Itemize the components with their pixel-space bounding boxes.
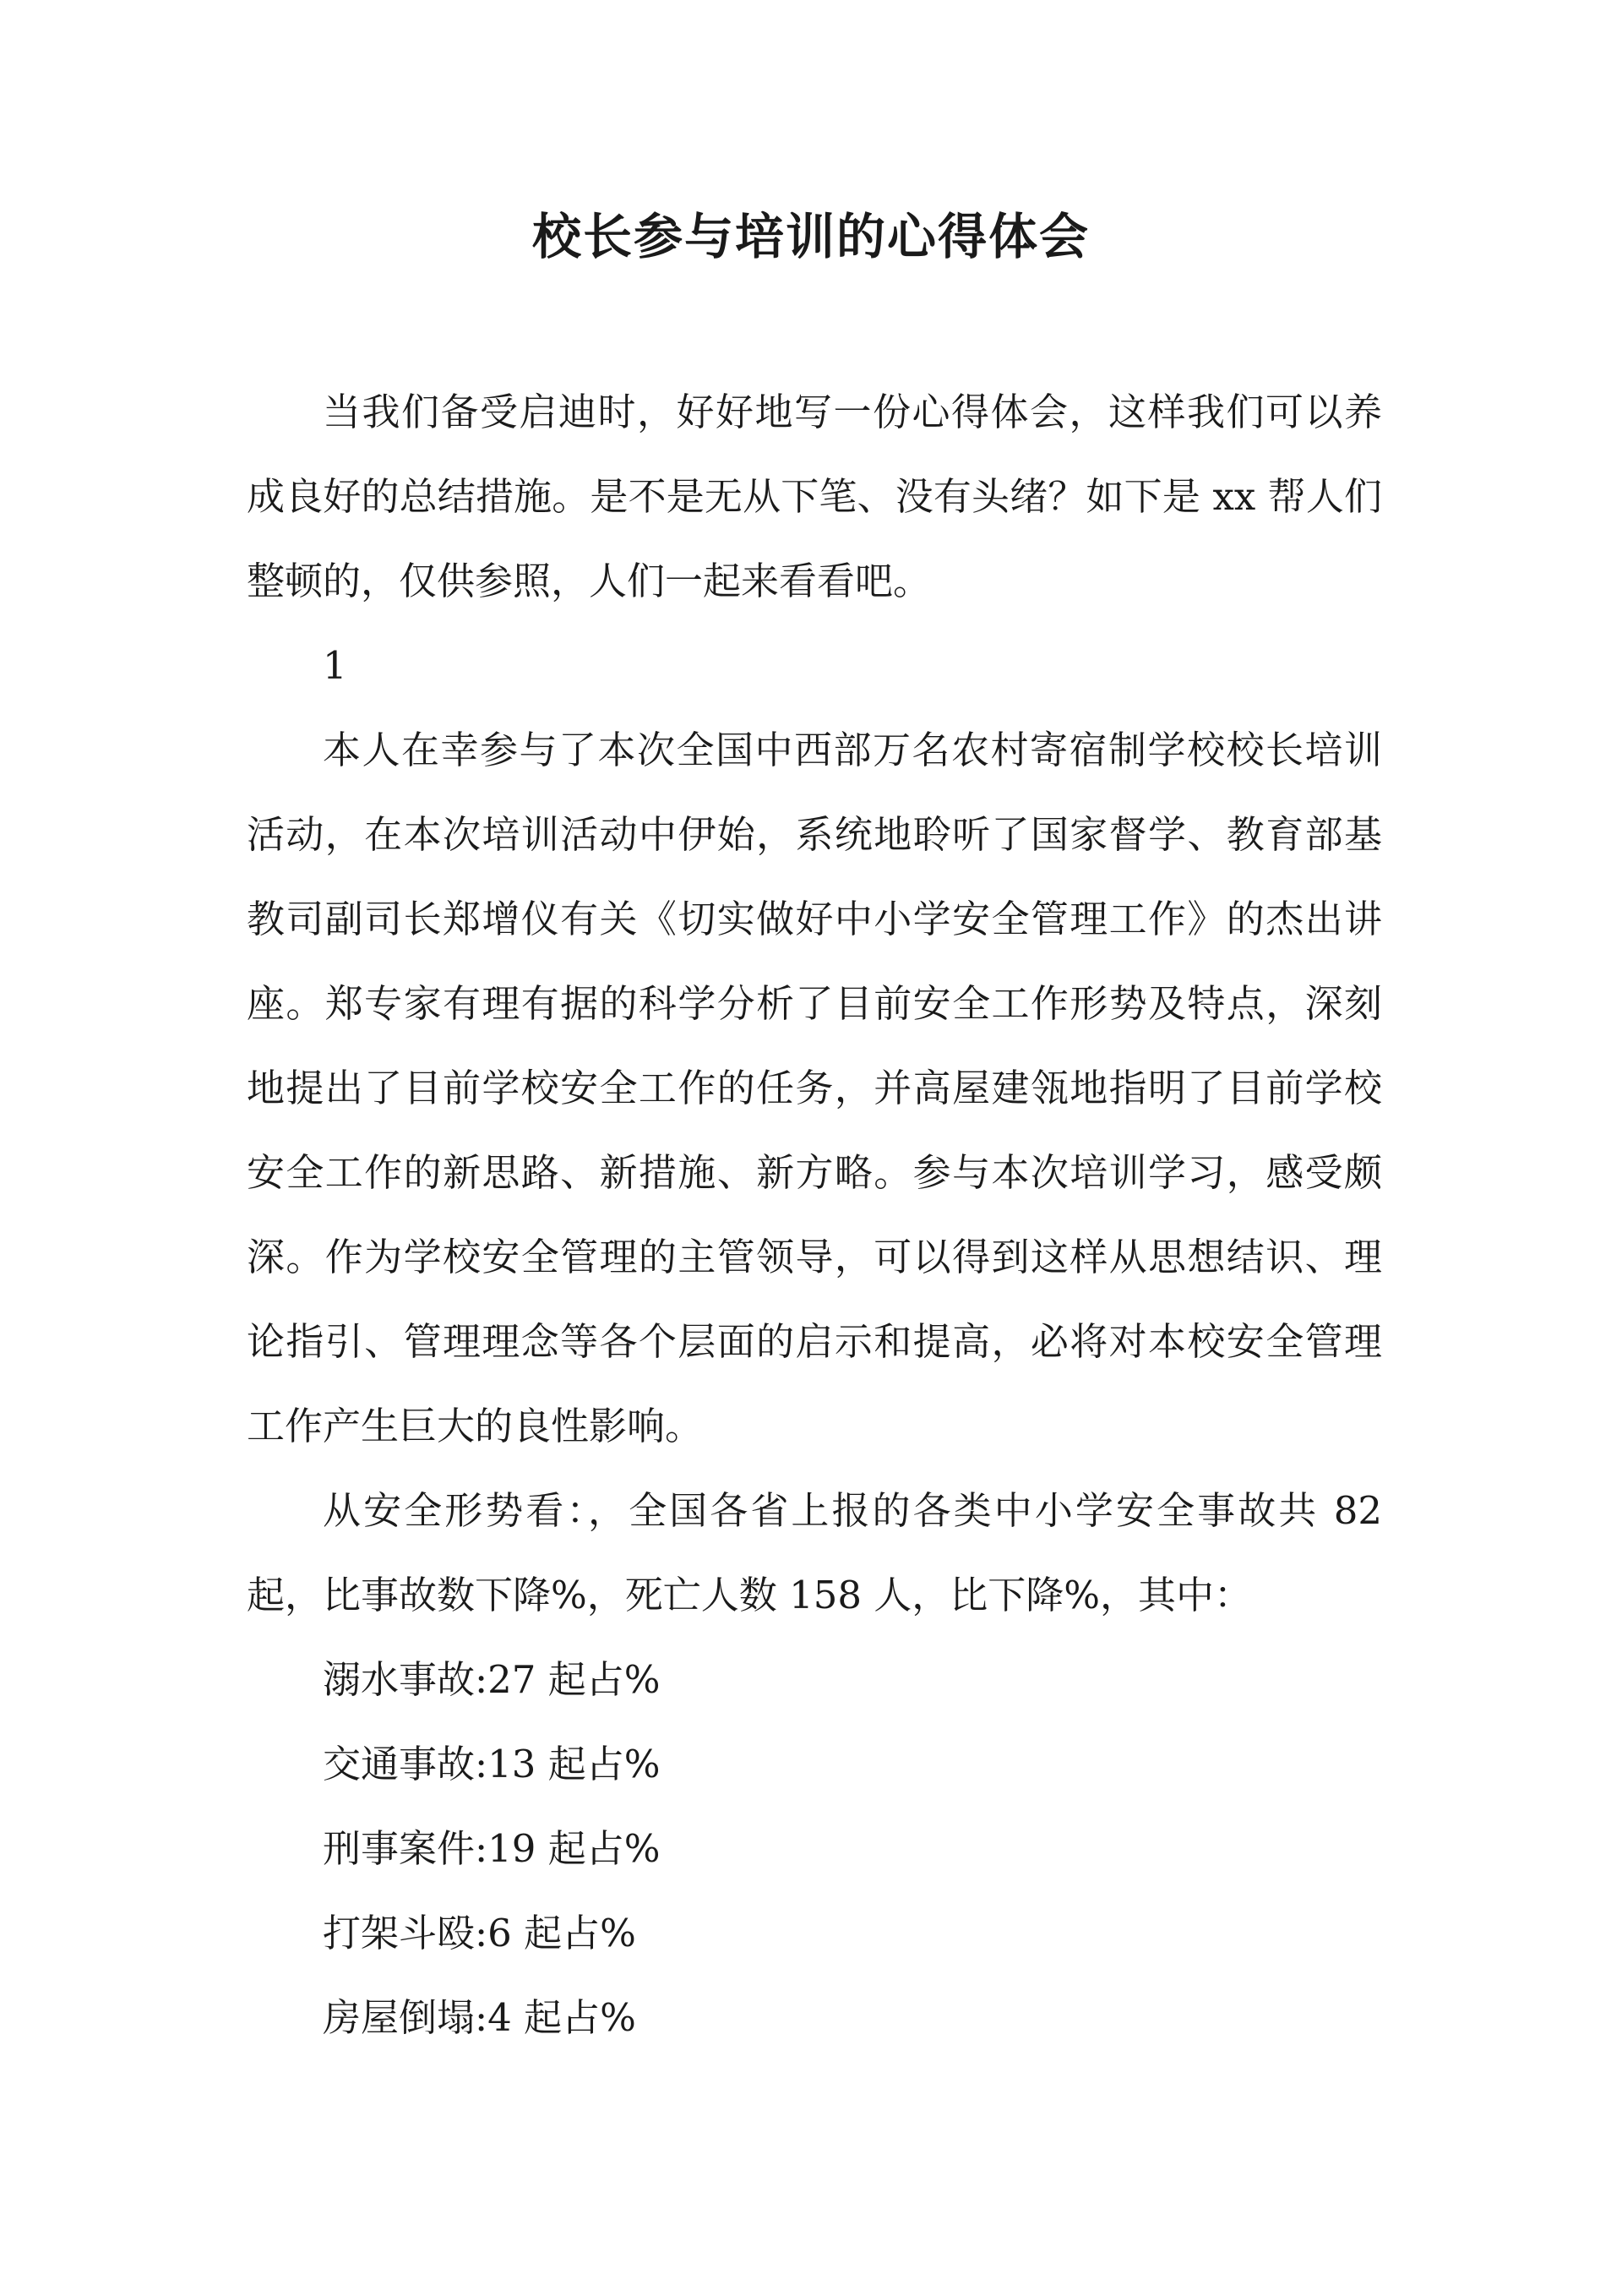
list-item: 刑事案件:19 起占% [323,1826,661,1871]
section-number: 1 [323,643,347,688]
list-item: 打架斗殴:6 起占% [323,1911,636,1955]
body-paragraph: 本人在幸参与了本次全国中西部万名农村寄宿制学校校长培训活动，在本次培训活动中伊始，系统地聆听了国家督学、教育部基教司副司长郑增仪有关《切实做好中小学安全管理工作》的杰出讲座。郑专家有理有据的科学分析了目前安全工作形势及特点，深刻地提出了目前学校安全工作的任务，并高屋建瓴地指明了目前学校安全工作的新思路、新措施、新方略。参与本次培训学习，感受颇深。作为学校安全管理的主管领导，可以得到这样从思想结识、理论指引、管理理念等各个层面的启示和提高，必将对本校安全管理工作产生巨大的良性影响。 [247,728,1382,1448]
intro-paragraph: 当我们备受启迪时，好好地写一份心得体会，这样我们可以养成良好的总结措施。是不是无从下笔、没有头绪？如下是 xx 帮人们整顿的，仅供参照，人们一起来看看吧。 [247,390,1382,603]
list-item: 房屋倒塌:4 起占% [323,1995,636,2040]
list-item: 溺水事故:27 起占% [323,1657,661,1702]
document-body [247,370,1382,2060]
document-title: 校长参与培训的心得体会 [531,208,1090,265]
statistics-paragraph: 从安全形势看：，全国各省上报的各类中小学安全事故共 82 起，比事故数下降%，死亡人数 158 人，比下降%，其中： [247,1488,1382,1617]
list-item: 交通事故:13 起占% [323,1742,661,1786]
